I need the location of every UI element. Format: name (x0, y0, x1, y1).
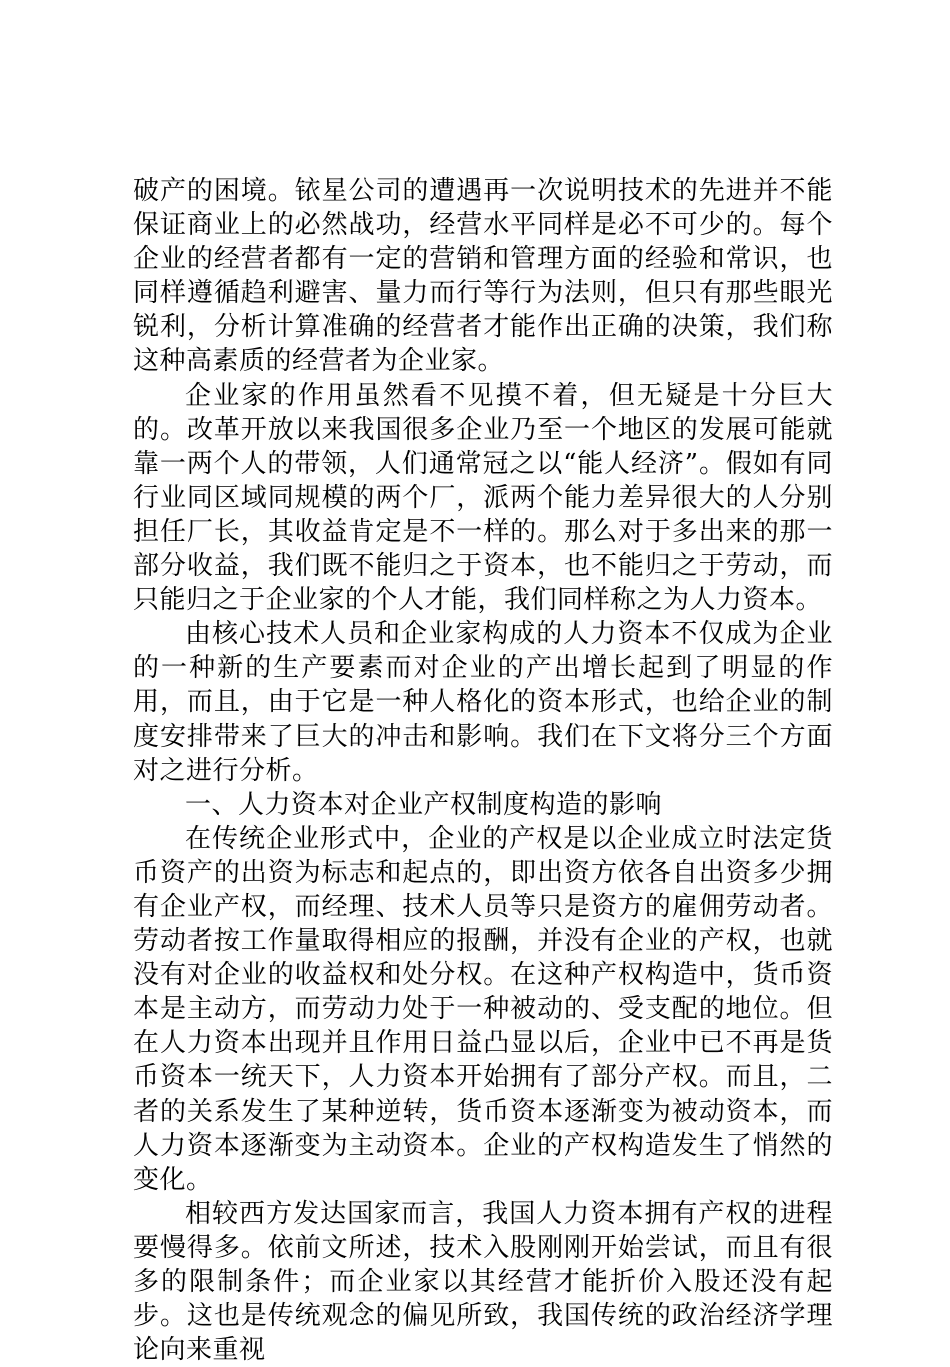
paragraph-4: 在传统企业形式中，企业的产权是以企业成立时法定货币资产的出资为标志和起点的，即出资方依各自出资多少拥有企业产权，而经理、技术人员等只是资方的雇佣劳动者。劳动者按工作量取得相应的报酬，并没有企业的产权，也就没有对企业的收益权和处分权。在这种产权构造中，货币资本是主动方，而劳动力处于一种被动的、受支配的地位。但在人力资本出现并且作用日益凸显以后，企业中已不再是货币资本一统天下，人力资本开始拥有了部分产权。而且，二者的关系发生了某种逆转，货币资本逐渐变为被动资本，而人力资本逐渐变为主动资本。企业的产权构造发生了悄然的变化。 (133, 823, 833, 1195)
paragraph-5: 相较西方发达国家而言，我国人力资本拥有产权的进程要慢得多。依前文所述，技术入股刚刚开始尝试，而且有很多的限制条件；而企业家以其经营才能折价入股还没有起步。这也是传统观念的偏见所致，我国传统的政治经济学理论向来重视 (133, 1198, 833, 1366)
body-text (133, 174, 833, 1367)
section-heading: 一、人力资本对企业产权制度构造的影响 (185, 789, 663, 820)
paragraph-1: 破产的困境。铱星公司的遭遇再一次说明技术的先进并不能保证商业上的必然战功，经营水平同样是必不可少的。每个企业的经营者都有一定的营销和管理方面的经验和常识，也同样遵循趋利避害、量力而行等行为法则，但只有那些眼光锐利，分析计算准确的经营者才能作出正确的决策，我们称这种高素质的经营者为企业家。 (133, 176, 833, 377)
paragraph-3: 由核心技术人员和企业家构成的人力资本不仅成为企业的一种新的生产要素而对企业的产出增长起到了明显的作用，而且，由于它是一种人格化的资本形式，也给企业的制度安排带来了巨大的冲击和影响。我们在下文将分三个方面对之进行分析。 (133, 619, 833, 786)
paragraph-2: 企业家的作用虽然看不见摸不着，但无疑是十分巨大的。改革开放以来我国很多企业乃至一个地区的发展可能就靠一两个人的带领，人们通常冠之以“能人经济”。假如有同行业同区域同规模的两个厂，派两个能力差异很大的人分别担任厂长，其收益肯定是不一样的。那么对于多出来的那一部分收益，我们既不能归之于资本，也不能归之于劳动，而只能归之于企业家的个人才能，我们同样称之为人力资本。 (133, 380, 833, 616)
